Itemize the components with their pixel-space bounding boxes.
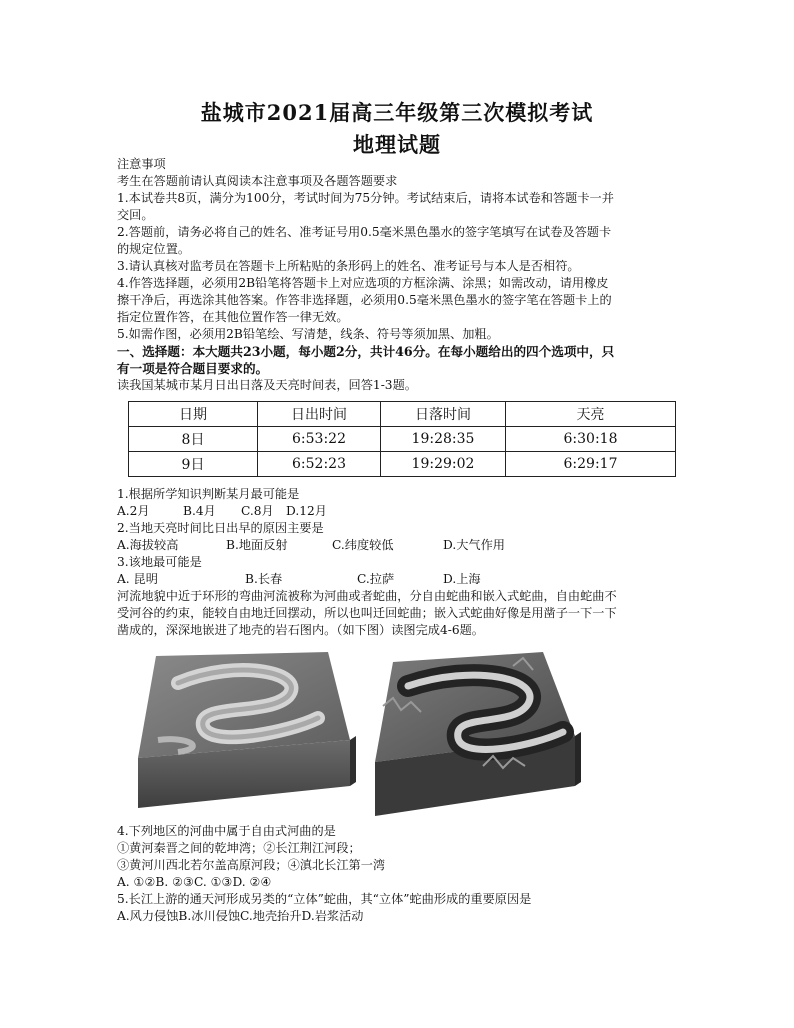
passage-line: 河流地貌中近于环形的弯曲河流被称为河曲或者蛇曲，分自由蛇曲和嵌入式蛇曲，自由蛇曲不 — [117, 589, 617, 603]
questions-block-2 — [117, 823, 685, 925]
table-cell: 6:29:17 — [506, 452, 676, 477]
notice-line: 4.作答选择题，必须用2B铅笔将答题卡上对应选项的方框涂满、涂黑；如需改动，请用橡皮 — [117, 276, 609, 290]
table-row — [129, 427, 676, 452]
sunrise-table — [128, 401, 676, 477]
notice-line: 1.本试卷共8页，满分为100分，考试时间为75分钟。考试结束后，请将本试卷和答题卡一并 — [117, 191, 614, 205]
option: B.长春 — [245, 572, 283, 586]
section-heading: 一、选择题：本大题共23小题，每小题2分，共计46分。在每小题给出的四个选项中，只 — [117, 344, 615, 359]
question-item: ①黄河秦晋之间的乾坤湾；②长江荆江河段； — [117, 841, 361, 855]
table-header: 日期 — [129, 402, 258, 427]
notice-line: 3.请认真核对监考员在答题卡上所粘贴的条形码上的姓名、准考证号与本人是否相符。 — [117, 259, 580, 273]
notice-line: 5.如需作图，必须用2B铅笔绘、写清楚，线条、符号等须加黑、加粗。 — [117, 327, 499, 341]
question-stem: 3.该地最可能是 — [117, 555, 202, 569]
option: C.8月 — [241, 504, 274, 518]
option: B.4月 — [183, 504, 216, 518]
table-header: 日落时间 — [381, 402, 506, 427]
notice-heading: 注意事项 — [117, 157, 166, 171]
option: B.地面反射 — [226, 538, 288, 552]
question-intro: 读我国某城市某月日出日落及天亮时间表，回答1-3题。 — [117, 378, 417, 392]
table-row — [129, 452, 676, 477]
table-cell: 19:29:02 — [381, 452, 506, 477]
questions-block — [117, 486, 685, 639]
question-stem: 4.下列地区的河曲中属于自由式河曲的是 — [117, 824, 336, 838]
table-cell: 19:28:35 — [381, 427, 506, 452]
question-stem: 2.当地天亮时间比日出早的原因主要是 — [117, 521, 324, 535]
passage-line: 凿成的，深深地嵌进了地壳的岩石图内。（如下图）读图完成4-6题。 — [117, 623, 484, 637]
option: C.拉萨 — [357, 572, 395, 586]
notice-line: 交回。 — [117, 208, 154, 222]
option: A.海拔较高 — [117, 538, 179, 552]
option: C.纬度较低 — [332, 538, 394, 552]
table-cell: 8日 — [129, 427, 258, 452]
option: A. 昆明 — [117, 572, 158, 586]
table-cell: 6:53:22 — [258, 427, 381, 452]
exam-title: 盐城市2021届高三年级第三次模拟考试 — [200, 100, 594, 125]
option: D.大气作用 — [443, 538, 505, 552]
question-options — [117, 537, 685, 554]
section-heading-cont: 有一项是符合题目要求的。 — [117, 361, 269, 376]
question-options — [117, 571, 685, 588]
notice-line: 擦干净后，再选涂其他答案。作答非选择题，必须用0.5毫米黑色墨水的签字笔在答题卡上的 — [117, 293, 612, 307]
option: D.上海 — [443, 572, 481, 586]
table-header-row — [129, 402, 676, 427]
question-options — [117, 503, 685, 520]
notice-line: 2.答题前，请务必将自己的姓名、准考证号用0.5毫米黑色墨水的签字笔填写在试卷及答题卡 — [117, 225, 612, 239]
free-meander-block-diagram — [118, 648, 363, 818]
exam-subtitle: 地理试题 — [353, 132, 441, 157]
notice-block — [117, 156, 685, 394]
table-cell: 9日 — [129, 452, 258, 477]
passage-line: 受河谷的约束，能较自由地迁回摆动，所以也叫迁回蛇曲；嵌入式蛇曲好像是用凿子一下一下 — [117, 606, 617, 620]
table-header: 日出时间 — [258, 402, 381, 427]
option: A.2月 — [117, 504, 150, 518]
question-stem: 5.长江上游的通天河形成另类的“立体”蛇曲，其“立体”蛇曲形成的重要原因是 — [117, 892, 532, 906]
option: D.12月 — [286, 504, 327, 518]
table-header: 天亮 — [506, 402, 676, 427]
notice-line: 考生在答题前请认真阅读本注意事项及各题答题要求 — [117, 174, 398, 188]
question-options: A. ①②B. ②③C. ①③D. ②④ — [117, 875, 272, 889]
notice-line: 指定位置作答，在其他位置作答一律无效。 — [117, 310, 349, 324]
table-cell: 6:52:23 — [258, 452, 381, 477]
incised-meander-block-diagram — [363, 646, 588, 821]
question-item: ③黄河川西北若尔盖高原河段；④滇北长江第一湾 — [117, 858, 386, 872]
table-cell: 6:30:18 — [506, 427, 676, 452]
question-stem: 1.根据所学知识判断某月最可能是 — [117, 487, 300, 501]
notice-line: 的规定位置。 — [117, 242, 191, 256]
question-options: A.风力侵蚀B.冰川侵蚀C.地壳抬升D.岩浆活动 — [117, 909, 364, 923]
